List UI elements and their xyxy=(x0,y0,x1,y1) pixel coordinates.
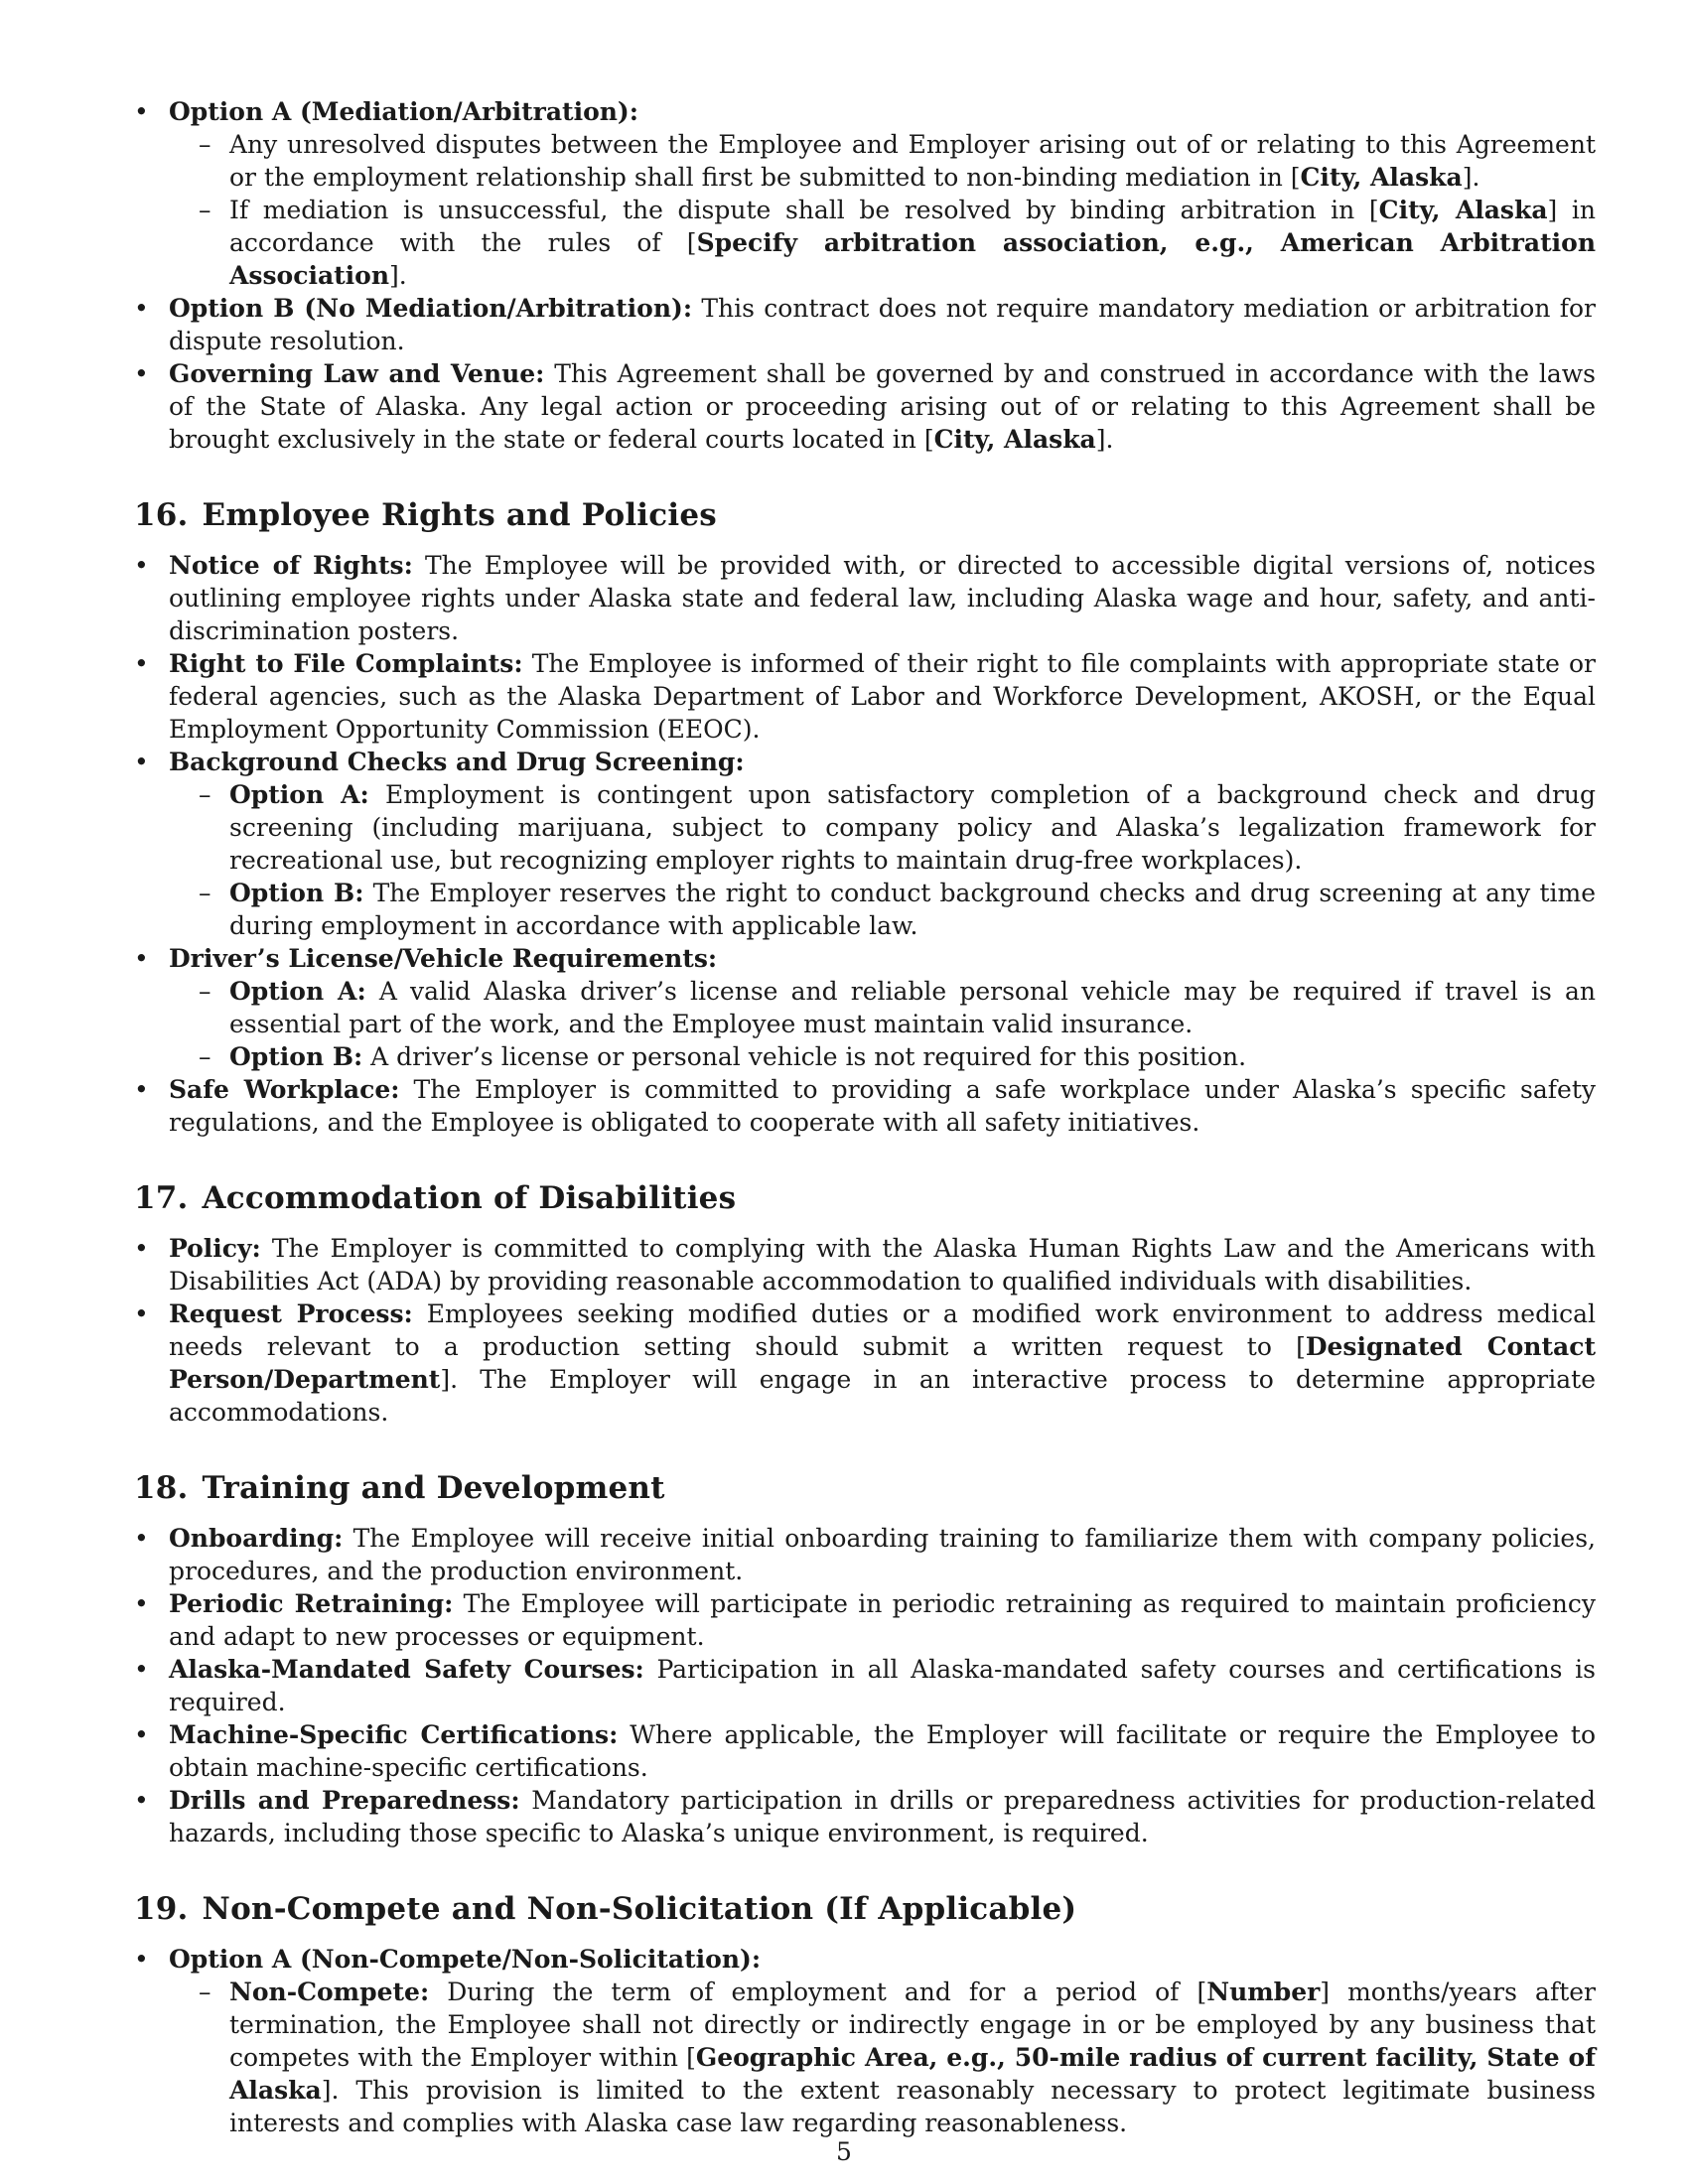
item-text: Employees seeking modified duties or a modified work environment to address medical needs relevant to a production setting should submit a written request to [ xyxy=(169,1299,1596,1361)
sub-item-option-a xyxy=(169,975,1596,1040)
item-label: Request Process: xyxy=(169,1299,413,1328)
sub-label: Non-Compete: xyxy=(229,1978,430,2006)
document-page xyxy=(134,95,1596,2139)
item-text: The Employee is informed of their right to file complaints with appropriate state or federal agencies, such as the Alaska Department of Labor and Workforce Development, AKOSH, or the Equal Employment Opportunity Commission (EEOC). xyxy=(169,649,1597,744)
section-title: Accommodation of Disabilities xyxy=(202,1180,737,1216)
section-18-list xyxy=(134,1522,1596,1849)
item-label: Notice of Rights: xyxy=(169,551,413,580)
sub-label: Option A: xyxy=(229,780,369,809)
item-label: Right to File Complaints: xyxy=(169,649,523,678)
sub-list xyxy=(169,778,1596,942)
list-item-option-a-non-compete xyxy=(134,1943,1596,2139)
item-label: Drills and Preparedness: xyxy=(169,1786,520,1815)
placeholder-contact-person: Designated Contact Person/Department xyxy=(169,1332,1596,1394)
sub-text: The Employer reserves the right to conduct background checks and drug screening at any time during employment in accordance with applicable law. xyxy=(229,879,1596,940)
placeholder-city: City, Alaska xyxy=(1300,163,1463,192)
sub-item-non-compete xyxy=(169,1976,1596,2139)
list-item-onboarding xyxy=(134,1522,1596,1587)
item-label: Policy: xyxy=(169,1234,261,1263)
sub-label: Option B: xyxy=(229,1042,363,1071)
placeholder-arbitration-association: Specify arbitration association, e.g., American Arbitration Association xyxy=(229,228,1596,290)
item-label: Machine-Specific Certifications: xyxy=(169,1720,619,1749)
item-label: Governing Law and Venue: xyxy=(169,359,545,388)
item-text: The Employee will be provided with, or directed to accessible digital versions of, notices outlining employee rights under Alaska state and federal law, including Alaska wage and hour, safety, and anti-discrimination posters. xyxy=(169,551,1596,645)
item-text: Where applicable, the Employer will facilitate or require the Employee to obtain machine-specific certifications. xyxy=(169,1720,1596,1782)
list-item-option-b-no-mediation xyxy=(134,292,1596,357)
item-label: Onboarding: xyxy=(169,1524,344,1553)
item-text: The Employee will participate in periodic retraining as required to maintain proficiency and adapt to new processes or equipment. xyxy=(169,1589,1596,1651)
item-label: Option A (Mediation/Arbitration): xyxy=(169,97,638,126)
item-text: The Employer is committed to providing a safe workplace under Alaska’s specific safety regulations, and the Employee is obligated to cooperate with all safety initiatives. xyxy=(169,1075,1597,1137)
item-label: Alaska-Mandated Safety Courses: xyxy=(169,1655,644,1684)
item-text: Mandatory participation in drills or preparedness activities for production-related hazards, including those specific to Alaska’s unique environment, is required. xyxy=(169,1786,1596,1847)
placeholder-number: Number xyxy=(1206,1978,1321,2006)
sub-item-option-b xyxy=(169,877,1596,942)
item-label: Periodic Retraining: xyxy=(169,1589,454,1618)
list-item-safe-workplace xyxy=(134,1073,1596,1139)
section-heading-16 xyxy=(134,495,1596,535)
list-item-periodic-retraining xyxy=(134,1587,1596,1653)
item-label: Safe Workplace: xyxy=(169,1075,400,1104)
item-text: Participation in all Alaska-mandated safety courses and certifications is required. xyxy=(169,1655,1596,1716)
item-text: ]. xyxy=(1095,425,1114,454)
placeholder-city: City, Alaska xyxy=(1378,196,1548,224)
item-text: This contract does not require mandatory mediation or arbitration for dispute resolution. xyxy=(169,294,1596,355)
sub-text: ]. This provision is limited to the extent reasonably necessary to protect legitimate business interests and complies with Alaska case law regarding reasonableness. xyxy=(229,2076,1596,2137)
list-item-option-a-mediation xyxy=(134,95,1596,292)
sub-item-option-a xyxy=(169,778,1596,877)
section-number: 16. xyxy=(134,497,189,533)
section-number: 18. xyxy=(134,1470,189,1506)
sub-item-mediation xyxy=(169,128,1596,194)
sub-label: Option A: xyxy=(229,977,366,1006)
list-item-drills-preparedness xyxy=(134,1784,1596,1849)
list-item-policy xyxy=(134,1232,1596,1297)
item-text: The Employee will receive initial onboarding training to familiarize them with company policies, procedures, and the production environment. xyxy=(169,1524,1596,1585)
section-16-list xyxy=(134,549,1596,1139)
section-17-list xyxy=(134,1232,1596,1429)
sub-list xyxy=(169,975,1596,1073)
placeholder-geographic-area: Geographic Area, e.g., 50-mile radius of current facility, State of Alaska xyxy=(229,2043,1596,2105)
text: ] in accordance with the rules of [ xyxy=(229,196,1597,257)
section-number: 19. xyxy=(134,1891,189,1927)
sub-text: ] months/years after termination, the Employee shall not directly or indirectly engage in or be employed by any business that competes with the Employer within [ xyxy=(229,1978,1596,2072)
list-item-right-to-file-complaints xyxy=(134,647,1596,746)
item-label: Option A (Non-Compete/Non-Solicitation): xyxy=(169,1945,762,1974)
sub-label: Option B: xyxy=(229,879,364,907)
list-item-request-process xyxy=(134,1297,1596,1429)
list-item-safety-courses xyxy=(134,1653,1596,1718)
item-text: The Employer is committed to complying with the Alaska Human Rights Law and the Americans with Disabilities Act (ADA) by providing reasonable accommodation to qualified individuals with disabilities. xyxy=(169,1234,1596,1296)
section-heading-17 xyxy=(134,1178,1596,1218)
section-heading-18 xyxy=(134,1468,1596,1508)
dispute-resolution-list xyxy=(134,95,1596,456)
section-title: Non-Compete and Non-Solicitation (If Applicable) xyxy=(202,1891,1077,1927)
sub-text: A valid Alaska driver’s license and reliable personal vehicle may be required if travel is an essential part of the work, and the Employee must maintain valid insurance. xyxy=(229,977,1597,1038)
section-19-list xyxy=(134,1943,1596,2139)
item-label: Option B (No Mediation/Arbitration): xyxy=(169,294,693,323)
section-title: Training and Development xyxy=(202,1470,665,1506)
page-number: 5 xyxy=(836,2137,852,2166)
section-number: 17. xyxy=(134,1180,189,1216)
item-label: Driver’s License/Vehicle Requirements: xyxy=(169,944,718,973)
sub-list xyxy=(169,1976,1596,2139)
list-item-machine-certifications xyxy=(134,1718,1596,1784)
section-heading-19 xyxy=(134,1889,1596,1929)
text: ]. xyxy=(389,261,407,290)
sub-item-arbitration xyxy=(169,194,1596,292)
list-item-drivers-license xyxy=(134,942,1596,1073)
placeholder-city: City, Alaska xyxy=(933,425,1096,454)
sub-text: During the term of employment and for a period of [ xyxy=(429,1978,1207,2006)
item-label: Background Checks and Drug Screening: xyxy=(169,748,745,776)
section-title: Employee Rights and Policies xyxy=(202,497,717,533)
list-item-background-checks xyxy=(134,746,1596,942)
text: ]. xyxy=(1462,163,1480,192)
sub-text: Employment is contingent upon satisfactory completion of a background check and drug screening (including marijuana, subject to company policy and Alaska’s legalization framework for recreational use, but recognizing employer rights to maintain drug-free workplaces). xyxy=(229,780,1596,875)
list-item-governing-law xyxy=(134,357,1596,456)
text: If mediation is unsuccessful, the dispute shall be resolved by binding arbitration in [ xyxy=(229,196,1379,224)
sub-list xyxy=(169,128,1596,292)
sub-item-option-b xyxy=(169,1040,1596,1073)
item-text: This Agreement shall be governed by and construed in accordance with the laws of the State of Alaska. Any legal action or proceeding arising out of or relating to this Agreement shall be brought exclusively in the state or federal courts located in [ xyxy=(169,359,1597,454)
text: Any unresolved disputes between the Employee and Employer arising out of or relating to this Agreement or the employment relationship shall first be submitted to non-binding mediation in [ xyxy=(229,130,1596,192)
item-text: ]. The Employer will engage in an interactive process to determine appropriate accommodations. xyxy=(169,1365,1596,1427)
list-item-notice-of-rights xyxy=(134,549,1596,647)
sub-text: A driver’s license or personal vehicle is not required for this position. xyxy=(362,1042,1247,1071)
